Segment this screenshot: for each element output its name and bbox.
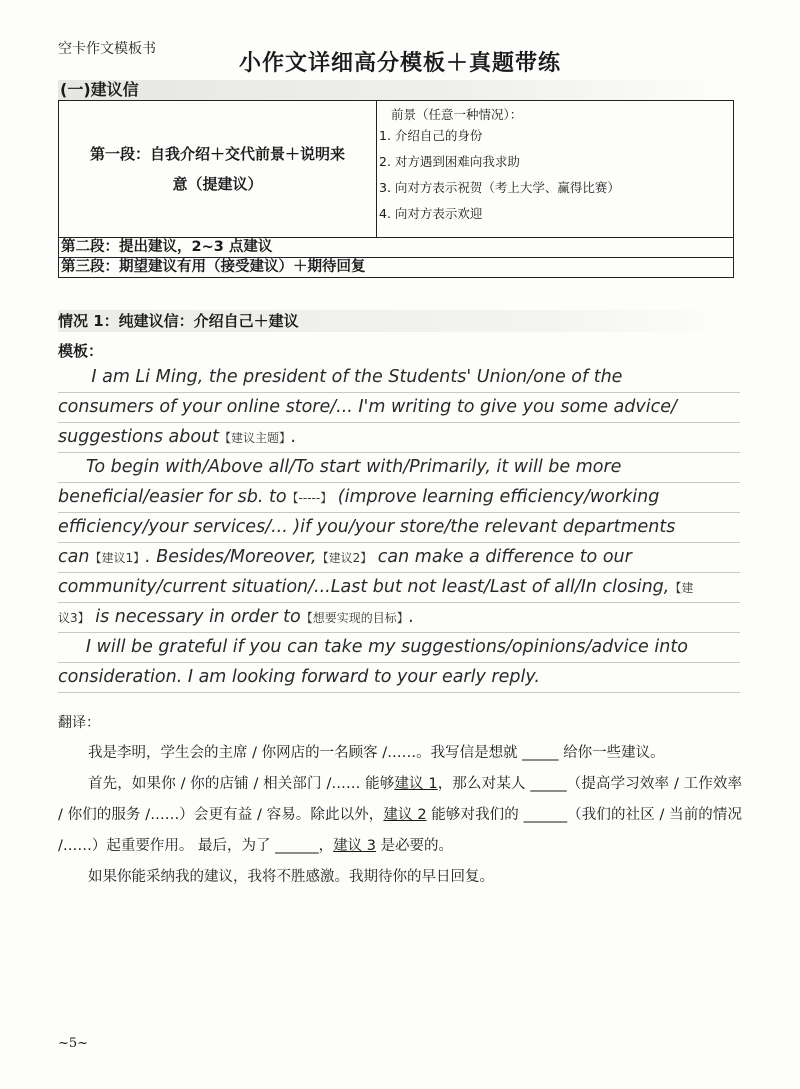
- underlined-suggestion: 建议 1: [394, 776, 438, 792]
- translation-paragraph: 如果你能采纳我的建议，我将不胜感激。我期待你的早日回复。: [88, 869, 494, 885]
- page-number: ~5~: [58, 1036, 89, 1051]
- placeholder-tag: 【建: [669, 581, 694, 595]
- para1-label: [59, 101, 377, 237]
- underlined-suggestion: 建议 3: [333, 838, 376, 854]
- template-line: community/current situation/...Last but not least/Last of all/In closing,【建: [58, 573, 740, 603]
- template-line: suggestions about【建议主题】.: [58, 423, 740, 453]
- placeholder-tag: 【建议1】: [89, 551, 146, 565]
- background-intro: 前景（任意一种情况）：: [391, 107, 523, 122]
- para1-label-line2: 意（提建议）: [172, 175, 263, 193]
- brand-label: 空卡作文模板书: [58, 41, 156, 57]
- translation-paragraph: 首先，如果你 / 你的店铺 / 相关部门 /…… 能够建议 1，那么对某人 _____（提高学习效率 / 工作效率 / 你们的服务 /……）会更有益 / 容易。除此以外，建议 2 能够对我们的 ______（我们的社区 / 当前的情况 /……）起重要作用。 最后，为了 ______，建议 3 是必要的。: [58, 776, 742, 854]
- placeholder-tag: 【建议主题】: [219, 431, 292, 445]
- template-line: can【建议1】. Besides/Moreover,【建议2】 can make a difference to our: [58, 543, 740, 573]
- structure-table: [58, 100, 734, 278]
- table-row-para2: 第二段：提出建议，2~3 点建议: [59, 238, 733, 258]
- translation-text: [58, 738, 742, 893]
- table-row-para1: [59, 101, 733, 238]
- background-options: [377, 101, 733, 237]
- template-line: 议3】 is necessary in order to【想要实现的目标】.: [58, 603, 740, 633]
- placeholder-tag: 【想要实现的目标】: [300, 611, 409, 625]
- placeholder-tag: 议3】: [58, 611, 90, 625]
- template-label: 模板：: [58, 342, 104, 360]
- background-option: 4. 向对方表示欢迎: [379, 206, 483, 221]
- placeholder-tag: 【-----】: [286, 491, 333, 505]
- placeholder-tag: 【建议2】: [316, 551, 373, 565]
- template-line: beneficial/easier for sb. to【-----】 (improve learning efficiency/working: [58, 483, 740, 513]
- template-line: I will be grateful if you can take my suggestions/opinions/advice into: [58, 633, 740, 663]
- para1-label-line1: 第一段：自我介绍＋交代前景＋说明来: [89, 145, 345, 163]
- template-line: I am Li Ming, the president of the Students' Union/one of the: [58, 363, 740, 393]
- underlined-suggestion: 建议 2: [383, 807, 427, 823]
- template-line: consumers of your online store/... I'm writing to give you some advice/: [58, 393, 740, 423]
- page-title: 小作文详细高分模板＋真题带练: [238, 51, 561, 76]
- translation-label: 翻译：: [58, 715, 100, 731]
- background-option: 3. 向对方表示祝贺（考上大学、赢得比赛）: [379, 180, 620, 195]
- template-text: [58, 363, 740, 693]
- translation-paragraph: 我是李明，学生会的主席 / 你网店的一名顾客 /……。我写信是想就 _____ 给你一些建议。: [88, 745, 665, 761]
- section-heading: (一)建议信: [58, 80, 736, 100]
- template-line: To begin with/Above all/To start with/Primarily, it will be more: [58, 453, 740, 483]
- template-line: efficiency/your services/... )if you/your store/the relevant departments: [58, 513, 740, 543]
- background-option: 1. 介绍自己的身份: [379, 128, 483, 143]
- background-option: 2. 对方遇到困难向我求助: [379, 154, 520, 169]
- table-row-para3: 第三段：期望建议有用（接受建议）＋期待回复: [61, 259, 366, 275]
- template-line: consideration. I am looking forward to your early reply.: [58, 663, 740, 693]
- case-heading: 情况 1：纯建议信：介绍自己＋建议: [58, 310, 734, 332]
